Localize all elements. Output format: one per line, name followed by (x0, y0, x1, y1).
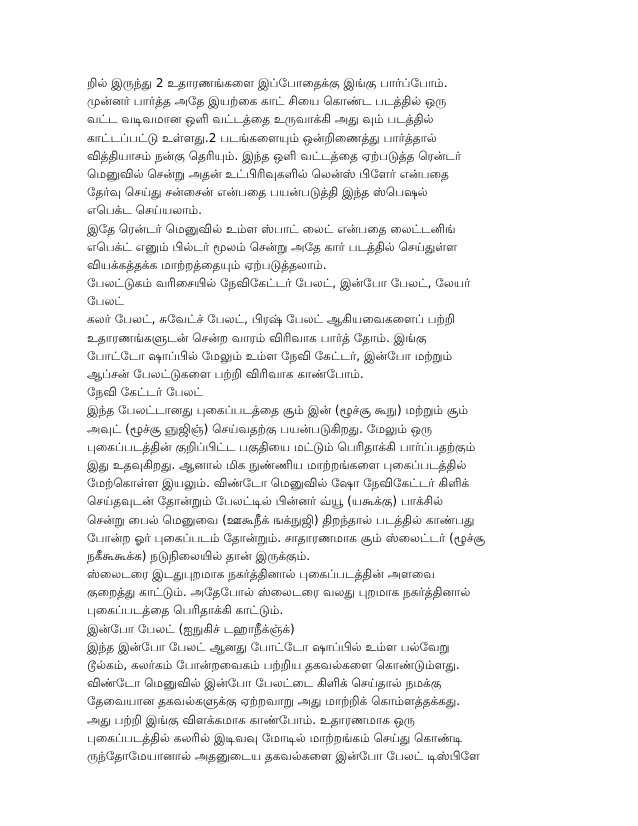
text-line: கலர் பேலட், சுவேட்ச் பேலட், பிரஷ் பேலட் ஆகியவைகளைப் பற்றி (87, 312, 456, 327)
text-line: இந்த பேலட்டானது புகைப்படத்தை சூம் இன் (ழூச்சூ கூநு) மற்றும் சூம் (87, 403, 468, 418)
text-line: வித்தியாசம் நன்கு தெரியும். இந்த ஒளி வட்டத்தை ஏற்படுத்த ரென்டர் (87, 148, 462, 163)
text-line: புகைப்படத்தில் கலரில் இடிவவு மோடில் மாற்றங்கம் செய்து கொண்டி (87, 730, 463, 745)
text-line: டூல்கம், கலர்கம் போன்றவைகம் பற்றிய தகவல்களை கொண்டும்ளது. (87, 658, 460, 672)
text-line: இதே ரென்டர் மெனுவில் உம்ள ஸ்பாட் லைட் என்பதை லைட்டனிங் (87, 221, 456, 236)
text-line: அவுட் (ழூச்சூ ஞுஜிஞ்) செய்வதற்கு பயன்படுகிறது. மேலும் ஒரு (87, 421, 432, 436)
text-line: எபெக்ட் எனும் பில்டர் மூலம் சென்று அதே கார் படத்தில் செய்துள்ள (87, 239, 457, 254)
text-line: குறைத்து காட்டும். அதேபோல் ஸ்லைடரை வலது புறமாக நகர்த்தினால் (87, 585, 471, 600)
text-line: வட்ட வடிவமான ஒளி வட்டத்தை உருவாக்கி அது வும் படத்தில் (87, 112, 434, 127)
text-line: மெனுவில் சென்று அதன் உட்பிரிவுகளில் லென்ஸ் பிளேர் என்பதை (87, 166, 449, 181)
text-line: புகைப்படத்தை பெரிதாக்கி காட்டும். (87, 603, 284, 618)
text-line: இது உதவுகிறது. ஆனால் மிக நுண்ணிய மாற்றங்களை புகைப்படத்தில் (87, 457, 467, 472)
text-line: தேவையான தகவல்களுக்கு ஏற்றவாறு அது மாற்றிக் கொம்ளத்தக்கது. (87, 694, 461, 709)
text-line: றில் இருந்து 2 உதாரணங்களை இப்போதைக்கு இங்கு பார்ப்போம். (87, 76, 448, 90)
text-line: ருந்தோமேயானால் அதனுடைய தகவல்களை இன்போ பேலட் டிஸ்பிளே (87, 748, 480, 763)
text-line: இந்த இன்போ பேலட் ஆனது போட்டோ ஷாப்பில் உம்ள பல்வேறு (87, 639, 450, 654)
text-line: வியக்கத்தக்க மாற்றத்தையும் ஏற்படுத்தலாம். (87, 257, 327, 272)
text-line: செய்தவுடன் தோன்றும் பேலட்டில் பின்னர் வ்யூ (யகூக்கு) பாக்சில் (87, 494, 444, 509)
text-line: காட்டப்பட்டு உள்ளது.2 படங்களையும் ஒன்றிணைத்து பார்த்தால் (87, 130, 437, 145)
section-heading: இன்போ பேலட் (ஐநுகிச் டஹாநீக்ஞ்க்) (87, 621, 295, 636)
text-line: அது பற்றி இங்கு விளக்கமாக காண்போம். உதாரணமாக ஒரு (87, 712, 415, 727)
text-line: பேலட்டுகம் வரிசையில் நேவிகேட்டர் பேலட், இன்போ பேலட், லேயர் (87, 276, 471, 291)
text-line: புகைப்படத்தின் குறிப்பிட்ட பகுதியை மட்டும் பெரிதாக்கி பார்ப்பதற்கும் (87, 439, 476, 454)
text-line: முன்னர் பார்த்த அதே இயற்கை காட் சியை கொண்ட படத்தில் ஒரு (87, 94, 447, 109)
text-line: மேற்கொள்ள இயலும். விண்டோ மெனுவில் ஷோ நேவிகேட்டர் கிளிக் (87, 476, 470, 491)
text-line: போன்ற ஓர் புகைப்படம் தோன்றும். சாதாரணமாக சூம் ஸ்லைட்டர் (ழூச்சூ (87, 530, 486, 545)
section-heading: நேவி கேட்டர் பேலட் (87, 385, 204, 400)
text-line: ஆப்சன் பேலட்டுகளை பற்றி விரிவாக காண்போம். (87, 367, 364, 381)
document-body (87, 74, 557, 765)
text-line: சென்று பைல் மெனுவை (ஊகூநீக் ஙக்நுஜி) திறந்தால் படத்தில் காண்பது (87, 512, 475, 527)
text-line: போட்டோ ஷாப்பில் மேலும் உம்ள நேவி கேட்டர், இன்போ மற்றும் (87, 348, 453, 363)
text-line: விண்டோ மெனுவில் இன்போ பேலட்டை கிளிக் செய்தால் நமக்கு (87, 676, 442, 691)
section-heading: பேலட் (87, 294, 124, 309)
text-line: உதாரணங்களுடன் சென்ற வாரம் விரிவாக பார்த் தோம். இங்கு (87, 330, 427, 345)
text-line: ஸ்லைடரை இடதுபுறமாக நகர்த்தினால் புகைப்படத்தின் அளவை (87, 567, 435, 582)
text-line: எபெக்ட செய்யலாம். (87, 203, 202, 218)
text-line: தேர்வு செய்து சன்சைன் என்பதை பயன்படுத்தி இந்த ஸ்பெஷல் (87, 185, 428, 200)
text-line: நகீகூகூக்க) நடுநிலையில் தான் இருக்கும். (87, 548, 311, 563)
